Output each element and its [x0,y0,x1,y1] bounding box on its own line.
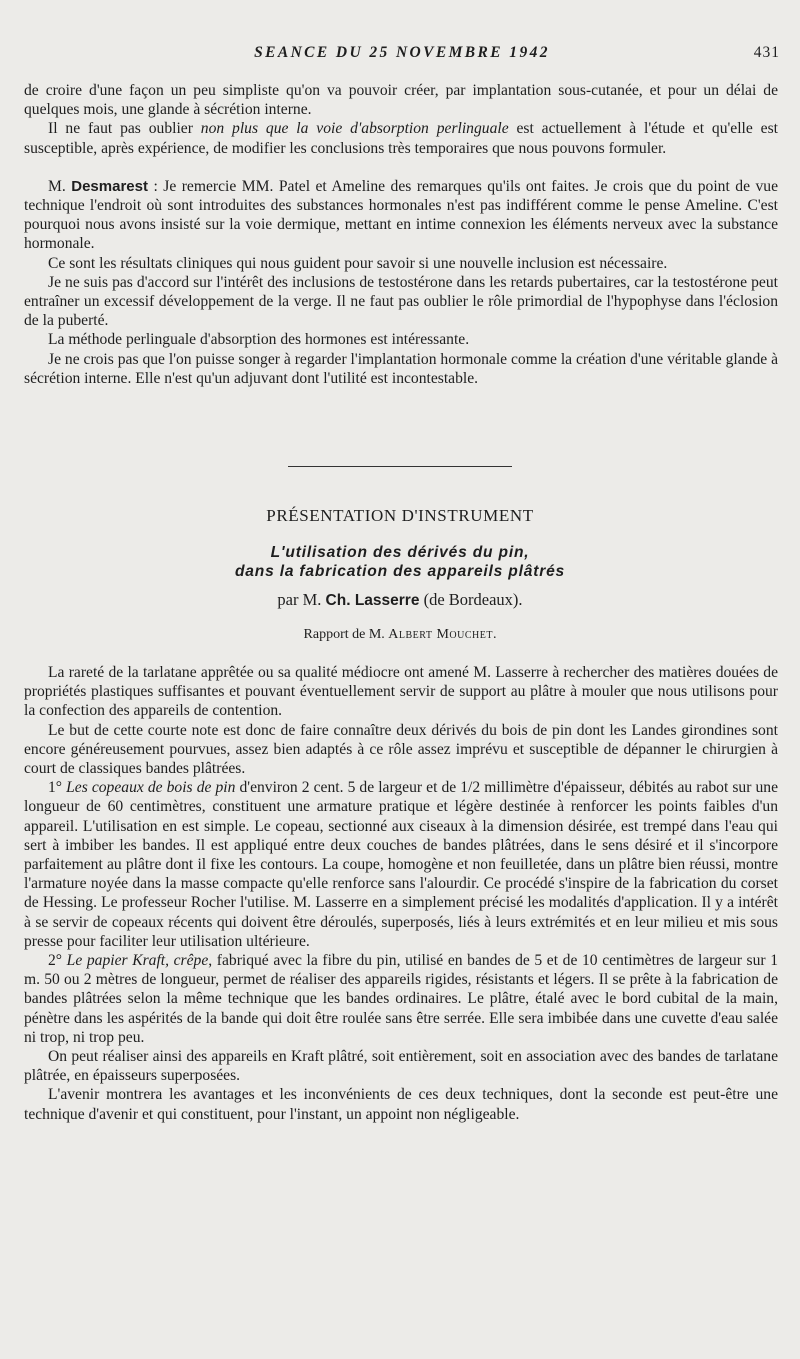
text-run: d'environ 2 cent. 5 de largeur et de 1/2 millimètre d'épaisseur, débités au rabot sur une longueur de 60 centimètres, constituent une armature pratique et légère destinée à renforcer les points faibles d'un appareil. L'utilisation en est simple. Le copeau, sectionné aux ciseaux à la dimension désirée, est trempé dans l'eau qui sert à imbiber les bandes. Il est appliqué entre deux couches de bandes plâtrées, dans le sens désiré et il s'incorpore parfaitement au plâtre dont il fixe les contours. La coupe, homogène et non feuilletée, dans un plâtre bien réussi, montre l'armature noyée dans la masse compacte qu'elle renforce sans l'alourdir. Ce procédé s'inspire de la fabrication du corset de Hessing. Le professeur Rocher l'utilise. M. Lasserre en a simplement précisé les modalités d'application. Il y a intérêt à se servir de copeaux récents qui doivent être déroulés, superposés, liés à leurs extrémités et en leur milieu et mis sous presse pour faciliter leur utilisation ultérieure. [24,779,778,950]
running-title: SEANCE DU 25 NOVEMBRE 1942 [254,44,550,61]
speaker-paragraph [24,177,778,254]
item-number: 2° [48,952,67,970]
paragraph: Ce sont les résultats cliniques qui nous guident pour savoir si une nouvelle inclusion est nécessaire. [48,254,668,272]
emphasis: Le papier Kraft, crêpe [66,952,209,970]
paragraph: Je ne suis pas d'accord sur l'intérêt des inclusions de testostérone dans les retards pubertaires, car la testostérone peut entraîner un excessif développement de la verge. Il ne faut pas oublier le rôle primordial de l'hypophyse dans l'éclosion de la puberté. [24,273,778,330]
article-title-line: L'utilisation des dérivés du pin, [270,544,530,561]
paragraph [24,119,778,157]
paragraph [24,951,778,1047]
report-line [0,627,800,643]
page-header [24,44,780,68]
text-run: par M. [277,590,326,609]
text-run: M. [48,177,72,195]
item-number: 1° [48,779,67,797]
paragraph: L'avenir montrera les avantages et les inconvénients de ces deux techniques, dont la seconde est peut-être une technique d'avenir et qui constituent, pour l'instant, un appoint non négligeable. [24,1086,778,1123]
paragraph: On peut réaliser ainsi des appareils en Kraft plâtré, soit entièrement, soit en association avec des bandes de tarlatane plâtrée, en épaisseurs superposées. [24,1048,778,1085]
author-line [0,590,800,610]
section-title: PRÉSENTATION D'INSTRUMENT [266,506,534,525]
discussion-section [24,81,778,388]
section-divider [288,466,512,467]
article-title-line: dans la fabrication des appareils plâtrés [234,563,566,580]
text-run: Il ne faut pas oublier [48,120,201,138]
text-run: est actuellement à l'étude et qu'elle est susceptible, après expérience, de modifier les conclusions très temporaires que nous pouvons formuler. [24,120,779,157]
emphasis: non plus que la voie d'absorption perlinguale [200,120,509,138]
text-run: . [492,627,497,642]
author-name: Ch. Lasserre [325,592,420,609]
paragraph [24,778,778,951]
paragraph: Je ne crois pas que l'on puisse songer à regarder l'implantation hormonale comme la création d'une véritable glande à sécrétion interne. Elle n'est qu'un adjuvant dont l'utilité est incontestable. [24,350,778,387]
paragraph: La rareté de la tarlatane apprêtée ou sa qualité médiocre ont amené M. Lasserre à rechercher des matières douées de propriétés plastiques suffisantes et pouvant éventuellement servir de support au plâtre à mouler que nous utilisons pour la confection des appareils de contention. [24,664,778,720]
text-run: , fabriqué avec la fibre du pin, utilisé en bandes de 5 et de 10 centimètres de largeur sur 1 m. 50 ou 2 mètres de longueur, permet de réaliser des appareils rigides, résistants et légers. Il se prête à la fabrication de bandes plâtrées selon la même technique que les bandes ordinaires. Le plâtre, étalé avec le bord cubital de la main, pénètre dans les aspérités de la bande qui doit être roulée sans être serrée. Elle sera imbibée dans une cuvette d'eau salée ni trop, ni trop peu. [24,952,778,1046]
text-run: (de Bordeaux). [419,590,523,609]
text-run: Rapport de M. [303,627,389,642]
article-body [24,663,778,1124]
article-title [0,543,800,581]
paragraph: Le but de cette courte note est donc de faire connaître deux dérivés du bois de pin dont les Landes girondines sont encore généreusement pourvues, assez bien adaptés à ce rôle assez imprévu et susceptible de dépanner le chirurgien à court de classiques bandes plâtrées. [24,721,778,778]
page-number: 431 [753,44,780,61]
paragraph: La méthode perlinguale d'absorption des hormones est intéressante. [48,331,470,349]
emphasis: Les copeaux de bois de pin [66,779,236,797]
paragraph: de croire d'une façon un peu simpliste qu'on va pouvoir créer, par implantation sous-cutanée, et pour un délai de quelques mois, une glande à sécrétion interne. [24,82,778,119]
reporter-name: Albert Mouchet [388,627,493,642]
text-run: : Je remercie MM. Patel et Ameline des remarques qu'ils ont faites. Je crois que du point de vue technique l'endroit où sont introduites des substances hormonales n'est pas indifférent comme le pense Ameline. C'est pourquoi nous avons insisté sur la voie dermique, mettant en intime connexion les éléments nerveux avec la substance hormonale. [24,177,778,253]
speaker-name: Desmarest [71,177,148,195]
